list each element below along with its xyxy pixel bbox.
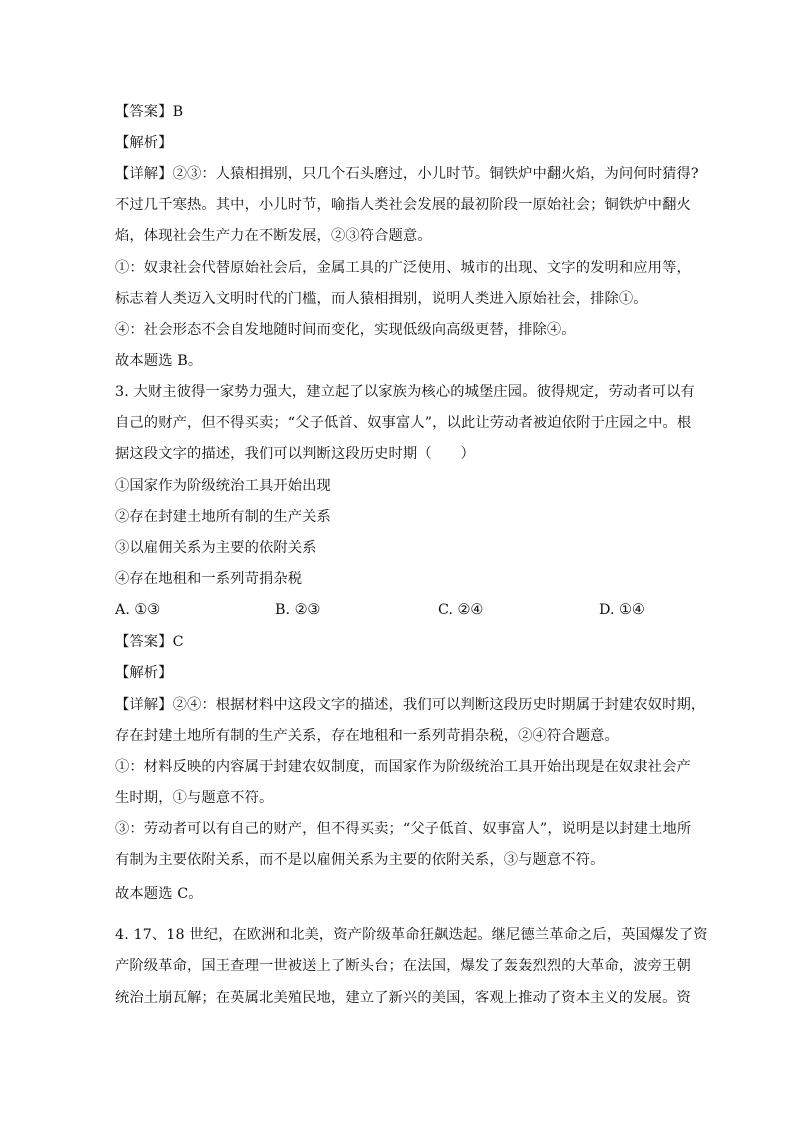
q4-stem-line: 4. 17、18 世纪，在欧洲和北美，资产阶级革命狂飙迭起。继尼德兰革命之后，英国爆发了资 [115,927,708,943]
q3-detail-line: ③：劳动者可以有自己的财产，但不得买卖；“父子低首、奴事富人”，说明是以封建土地所 [115,821,692,837]
q4-stem-line: 产阶级革命，国王查理一世被送上了断头台；在法国，爆发了轰轰烈烈的大革命，波旁王朝 [115,958,691,974]
q3-detail-line: 【详解】②④：根据材料中这段文字的描述，我们可以判断这段历史时期属于封建农奴时期， [115,697,706,713]
q3-detail-line: 有制为主要依附关系，而不是以雇佣关系为主要的依附关系，③与题意不符。 [115,852,605,868]
q2-detail-line: ④：社会形态不会自发地随时间而变化，实现低级向高级更替，排除④。 [115,322,576,338]
q3-statement: ③以雇佣关系为主要的依附关系 [115,540,317,556]
q3-statement: ①国家作为阶级统治工具开始出现 [115,478,331,494]
q3-option-c: C. ②④ [438,602,484,618]
q2-answer: 【答案】B [115,104,184,120]
q3-detail-line: 存在封建土地所有制的生产关系，存在地租和一系列苛捐杂税，②④符合题意。 [115,728,619,744]
q3-option-a: A. ①③ [115,602,161,618]
q4-stem-line: 统治土崩瓦解；在英属北美殖民地，建立了新兴的美国，客观上推动了资本主义的发展。资 [115,990,691,1006]
q3-statement: ④存在地租和一系列苛捐杂税 [115,571,303,587]
q3-detail-line: ①：材料反映的内容属于封建农奴制度，而国家作为阶级统治工具开始出现是在奴隶社会产 [115,759,691,775]
q3-statement: ②存在封建土地所有制的生产关系 [115,509,331,525]
q2-analysis-label: 【解析】 [115,135,173,151]
q3-analysis-label: 【解析】 [115,665,173,681]
q2-conclusion: 故本题选 B。 [115,353,203,369]
q2-detail-line: 焰，体现社会生产力在不断发展，②③符合题意。 [115,228,432,244]
q2-detail-line: 【详解】②③：人猿相揖别，只几个石头磨过，小儿时节。铜铁炉中翻火焰，为问何时猜得? [115,166,699,182]
q3-detail-line: 生时期，①与题意不符。 [115,790,274,806]
q3-stem-line: 自己的财产，但不得买卖；“父子低首、奴事富人”，以此让劳动者被迫依附于庄园之中。根 [115,415,692,431]
q2-detail-line: ①：奴隶社会代替原始社会后，金属工具的广泛使用、城市的出现、文字的发明和应用等， [115,260,691,276]
q3-stem-line: 据这段文字的描述，我们可以判断这段历史时期（ ） [115,446,475,462]
q3-conclusion: 故本题选 C。 [115,886,203,902]
q2-detail-line: 不过几千寒热。其中，小儿时节，喻指人类社会发展的最初阶段一原始社会；铜铁炉中翻火 [115,197,691,213]
q3-option-b: B. ②③ [275,602,321,618]
q3-stem-line: 3. 大财主彼得一家势力强大，建立起了以家族为核心的城堡庄园。彼得规定，劳动者可以有 [115,384,695,400]
q3-answer: 【答案】C [115,634,184,650]
q3-option-d: D. ①④ [599,602,645,618]
q2-detail-line: 标志着人类迈入文明时代的门槛，而人猿相揖别，说明人类进入原始社会，排除①。 [115,291,648,307]
